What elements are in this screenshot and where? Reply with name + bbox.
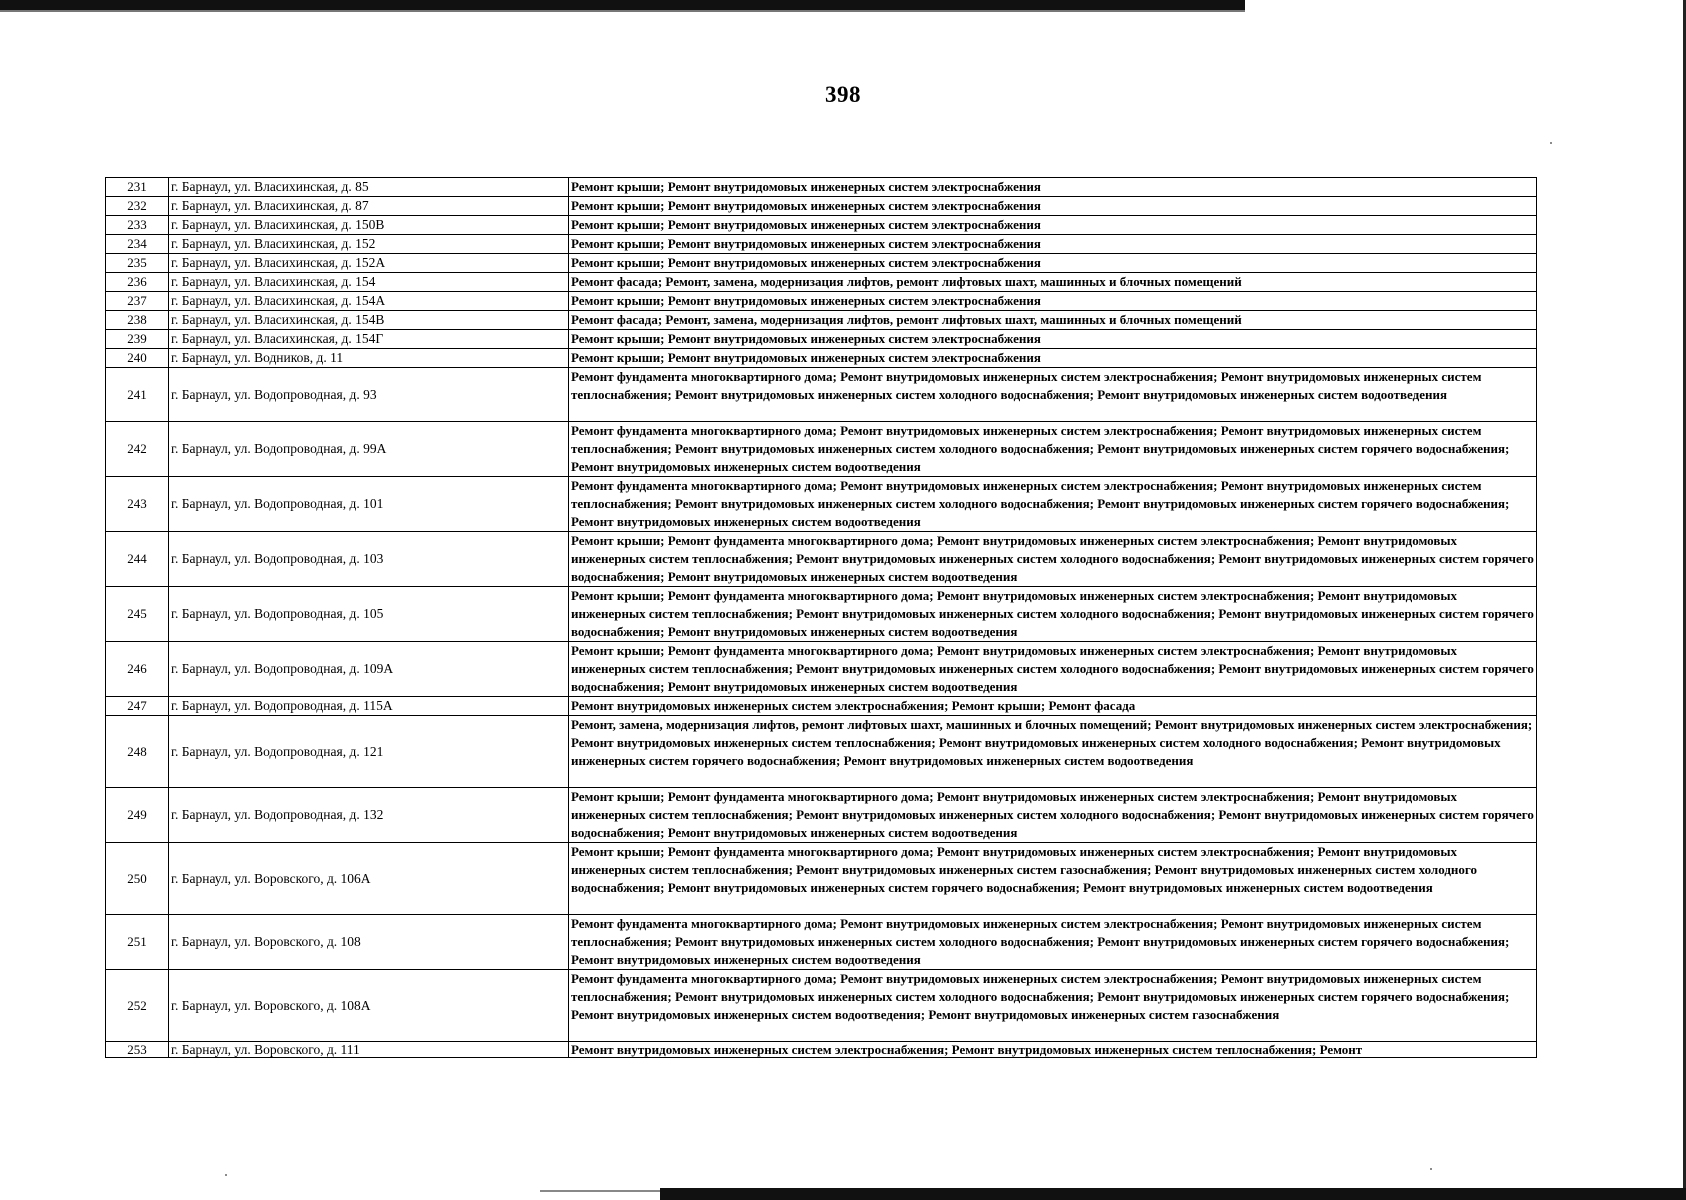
table-row [106,587,1537,642]
row-number: 239 [106,330,169,349]
row-address: г. Барнаул, ул. Водопроводная, д. 121 [169,716,569,788]
row-works: Ремонт внутридомовых инженерных систем электроснабжения; Ремонт внутридомовых инженерных систем теплоснабжения; Ремонт [569,1042,1537,1058]
row-number: 245 [106,587,169,642]
row-number: 237 [106,292,169,311]
table-row [106,292,1537,311]
table-row [106,788,1537,843]
row-address: г. Барнаул, ул. Власихинская, д. 154В [169,311,569,330]
row-number: 250 [106,843,169,915]
row-number: 249 [106,788,169,843]
row-address: г. Барнаул, ул. Водопроводная, д. 99А [169,422,569,477]
row-address: г. Барнаул, ул. Водопроводная, д. 105 [169,587,569,642]
row-number: 231 [106,178,169,197]
table-row [106,349,1537,368]
row-number: 253 [106,1042,169,1058]
table-row [106,716,1537,788]
row-works: Ремонт крыши; Ремонт фундамента многоквартирного дома; Ремонт внутридомовых инженерных систем электроснабжения; Ремонт внутридомовых инженерных систем теплоснабжения; Ремонт внутридомовых инженерных систем газоснабжения; Ремонт внутридомовых инженерных систем холодного водоснабжения; Ремонт внутридомовых инженерных систем горячего водоснабжения; Ремонт внутридомовых инженерных систем водоотведения [569,843,1537,915]
row-works: Ремонт крыши; Ремонт внутридомовых инженерных систем электроснабжения [569,349,1537,368]
scan-bottom-border [660,1188,1686,1200]
row-address: г. Барнаул, ул. Власихинская, д. 87 [169,197,569,216]
table-row [106,1042,1537,1058]
registry-table [105,177,1537,1058]
table-row [106,642,1537,697]
scan-bottom-border-shadow [540,1190,670,1192]
row-number: 248 [106,716,169,788]
table-row [106,330,1537,349]
row-works: Ремонт крыши; Ремонт внутридомовых инженерных систем электроснабжения [569,216,1537,235]
table-row [106,273,1537,292]
row-number: 252 [106,970,169,1042]
page-number: 398 [825,82,861,107]
row-address: г. Барнаул, ул. Воровского, д. 108А [169,970,569,1042]
table-row [106,532,1537,587]
row-works: Ремонт крыши; Ремонт внутридомовых инженерных систем электроснабжения [569,197,1537,216]
row-address: г. Барнаул, ул. Власихинская, д. 85 [169,178,569,197]
scan-top-border-shadow [0,10,1245,12]
row-works: Ремонт внутридомовых инженерных систем электроснабжения; Ремонт крыши; Ремонт фасада [569,697,1537,716]
row-works: Ремонт крыши; Ремонт внутридомовых инженерных систем электроснабжения [569,292,1537,311]
row-works: Ремонт крыши; Ремонт внутридомовых инженерных систем электроснабжения [569,178,1537,197]
table-row [106,368,1537,422]
row-number: 243 [106,477,169,532]
row-address: г. Барнаул, ул. Воровского, д. 108 [169,915,569,970]
row-address: г. Барнаул, ул. Власихинская, д. 154А [169,292,569,311]
row-number: 240 [106,349,169,368]
row-address: г. Барнаул, ул. Власихинская, д. 150В [169,216,569,235]
row-number: 236 [106,273,169,292]
row-address: г. Барнаул, ул. Власихинская, д. 152А [169,254,569,273]
row-works: Ремонт фундамента многоквартирного дома; Ремонт внутридомовых инженерных систем электроснабжения; Ремонт внутридомовых инженерных систем теплоснабжения; Ремонт внутридомовых инженерных систем холодного водоснабжения; Ремонт внутридомовых инженерных систем горячего водоснабжения; Ремонт внутридомовых инженерных систем водоотведения [569,422,1537,477]
table-row [106,197,1537,216]
row-number: 251 [106,915,169,970]
table-row [106,235,1537,254]
scan-speck [1550,142,1552,144]
row-works: Ремонт крыши; Ремонт внутридомовых инженерных систем электроснабжения [569,235,1537,254]
table-row [106,178,1537,197]
row-number: 235 [106,254,169,273]
row-number: 244 [106,532,169,587]
row-address: г. Барнаул, ул. Водопроводная, д. 93 [169,368,569,422]
row-address: г. Барнаул, ул. Воровского, д. 111 [169,1042,569,1058]
table-row [106,311,1537,330]
row-number: 238 [106,311,169,330]
row-number: 247 [106,697,169,716]
row-number: 241 [106,368,169,422]
row-works: Ремонт, замена, модернизация лифтов, ремонт лифтовых шахт, машинных и блочных помещений; Ремонт внутридомовых инженерных систем электроснабжения; Ремонт внутридомовых инженерных систем теплоснабжения; Ремонт внутридомовых инженерных систем холодного водоснабжения; Ремонт внутридомовых инженерных систем горячего водоснабжения; Ремонт внутридомовых инженерных систем водоотведения [569,716,1537,788]
table-row [106,477,1537,532]
row-number: 232 [106,197,169,216]
table-row [106,970,1537,1042]
row-works: Ремонт крыши; Ремонт фундамента многоквартирного дома; Ремонт внутридомовых инженерных систем электроснабжения; Ремонт внутридомовых инженерных систем теплоснабжения; Ремонт внутридомовых инженерных систем холодного водоснабжения; Ремонт внутридомовых инженерных систем горячего водоснабжения; Ремонт внутридомовых инженерных систем водоотведения [569,642,1537,697]
scan-speck [1430,1168,1432,1170]
row-works: Ремонт крыши; Ремонт фундамента многоквартирного дома; Ремонт внутридомовых инженерных систем электроснабжения; Ремонт внутридомовых инженерных систем теплоснабжения; Ремонт внутридомовых инженерных систем холодного водоснабжения; Ремонт внутридомовых инженерных систем горячего водоснабжения; Ремонт внутридомовых инженерных систем водоотведения [569,532,1537,587]
row-works: Ремонт фасада; Ремонт, замена, модернизация лифтов, ремонт лифтовых шахт, машинных и блочных помещений [569,273,1537,292]
table-row [106,843,1537,915]
table-row [106,697,1537,716]
row-address: г. Барнаул, ул. Водопроводная, д. 115А [169,697,569,716]
row-works: Ремонт фундамента многоквартирного дома; Ремонт внутридомовых инженерных систем электроснабжения; Ремонт внутридомовых инженерных систем теплоснабжения; Ремонт внутридомовых инженерных систем холодного водоснабжения; Ремонт внутридомовых инженерных систем горячего водоснабжения; Ремонт внутридомовых инженерных систем водоотведения [569,477,1537,532]
row-number: 246 [106,642,169,697]
table-row [106,254,1537,273]
row-works: Ремонт крыши; Ремонт фундамента многоквартирного дома; Ремонт внутридомовых инженерных систем электроснабжения; Ремонт внутридомовых инженерных систем теплоснабжения; Ремонт внутридомовых инженерных систем холодного водоснабжения; Ремонт внутридомовых инженерных систем горячего водоснабжения; Ремонт внутридомовых инженерных систем водоотведения [569,788,1537,843]
row-address: г. Барнаул, ул. Водопроводная, д. 103 [169,532,569,587]
row-works: Ремонт крыши; Ремонт фундамента многоквартирного дома; Ремонт внутридомовых инженерных систем электроснабжения; Ремонт внутридомовых инженерных систем теплоснабжения; Ремонт внутридомовых инженерных систем холодного водоснабжения; Ремонт внутридомовых инженерных систем горячего водоснабжения; Ремонт внутридомовых инженерных систем водоотведения [569,587,1537,642]
row-address: г. Барнаул, ул. Водопроводная, д. 101 [169,477,569,532]
row-number: 242 [106,422,169,477]
table-row [106,915,1537,970]
row-address: г. Барнаул, ул. Воровского, д. 106А [169,843,569,915]
row-works: Ремонт фундамента многоквартирного дома; Ремонт внутридомовых инженерных систем электроснабжения; Ремонт внутридомовых инженерных систем теплоснабжения; Ремонт внутридомовых инженерных систем холодного водоснабжения; Ремонт внутридомовых инженерных систем горячего водоснабжения; Ремонт внутридомовых инженерных систем водоотведения [569,915,1537,970]
registry-table-body [106,178,1537,1058]
table-row [106,216,1537,235]
row-address: г. Барнаул, ул. Власихинская, д. 154Г [169,330,569,349]
table-row [106,422,1537,477]
row-address: г. Барнаул, ул. Власихинская, д. 152 [169,235,569,254]
row-works: Ремонт фасада; Ремонт, замена, модернизация лифтов, ремонт лифтовых шахт, машинных и блочных помещений [569,311,1537,330]
row-address: г. Барнаул, ул. Водопроводная, д. 109А [169,642,569,697]
scan-top-border [0,0,1245,10]
row-works: Ремонт крыши; Ремонт внутридомовых инженерных систем электроснабжения [569,254,1537,273]
row-address: г. Барнаул, ул. Водников, д. 11 [169,349,569,368]
scan-speck [225,1174,227,1176]
row-address: г. Барнаул, ул. Водопроводная, д. 132 [169,788,569,843]
row-works: Ремонт фундамента многоквартирного дома; Ремонт внутридомовых инженерных систем электроснабжения; Ремонт внутридомовых инженерных систем теплоснабжения; Ремонт внутридомовых инженерных систем холодного водоснабжения; Ремонт внутридомовых инженерных систем горячего водоснабжения; Ремонт внутридомовых инженерных систем водоотведения; Ремонт внутридомовых инженерных систем газоснабжения [569,970,1537,1042]
row-address: г. Барнаул, ул. Власихинская, д. 154 [169,273,569,292]
row-works: Ремонт фундамента многоквартирного дома; Ремонт внутридомовых инженерных систем электроснабжения; Ремонт внутридомовых инженерных систем теплоснабжения; Ремонт внутридомовых инженерных систем холодного водоснабжения; Ремонт внутридомовых инженерных систем водоотведения [569,368,1537,422]
row-number: 233 [106,216,169,235]
row-number: 234 [106,235,169,254]
row-works: Ремонт крыши; Ремонт внутридомовых инженерных систем электроснабжения [569,330,1537,349]
